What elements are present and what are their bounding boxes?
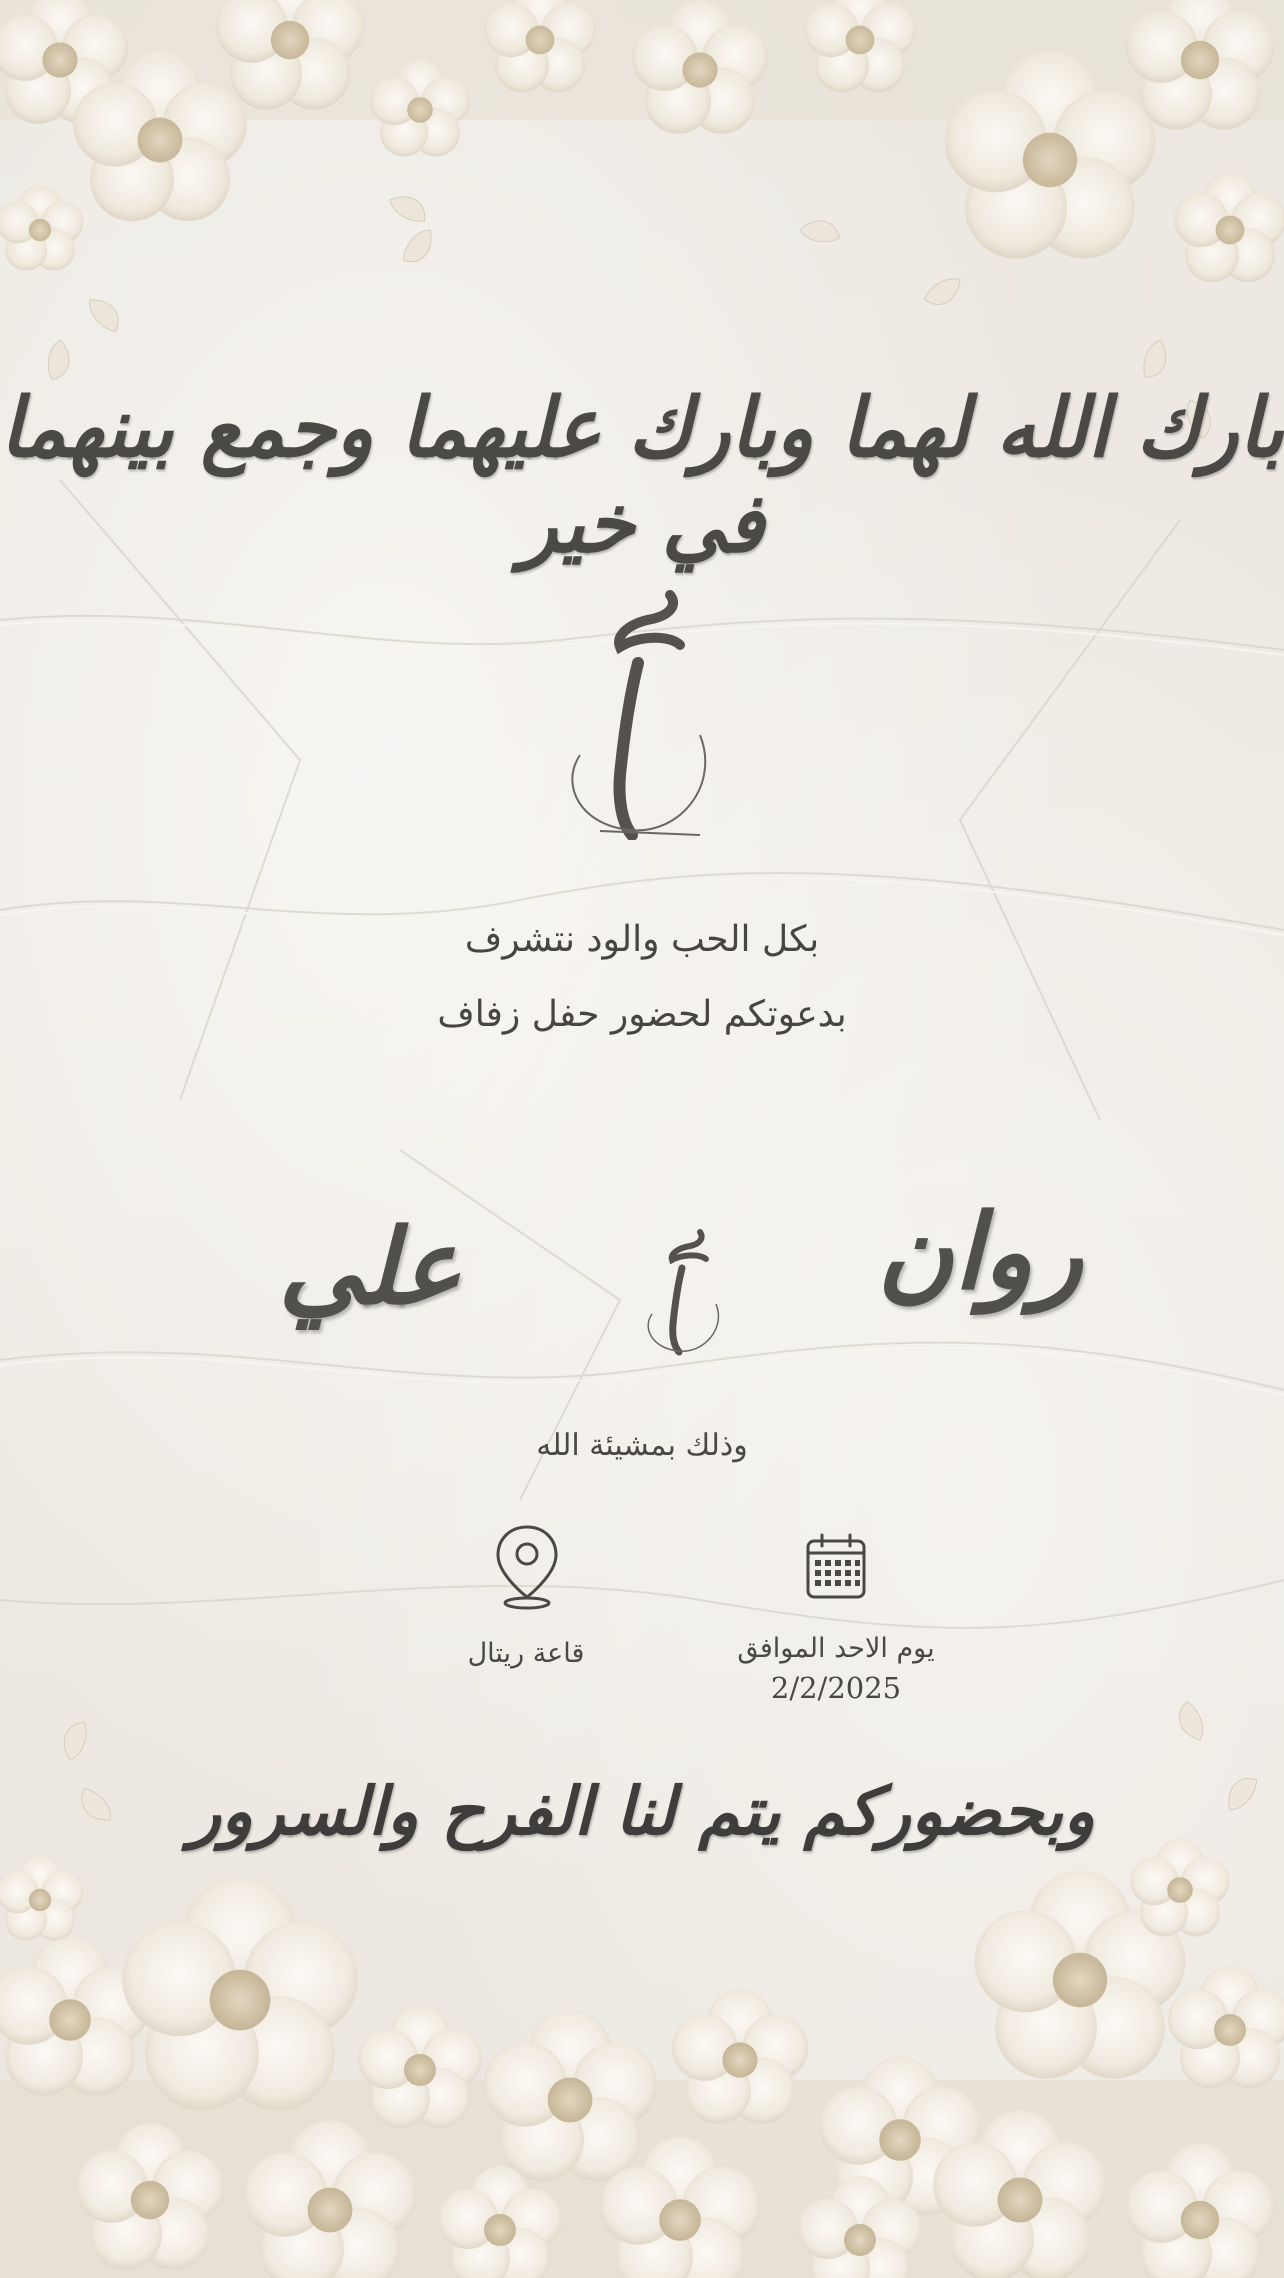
closing-calligraphy: وبحضوركم يتم لنا الفرح والسرور [189,1772,1095,1850]
intro-line-1: بكل الحب والود نتشرف [464,919,820,960]
small-monogram [638,1228,724,1356]
calendar-icon [805,1533,867,1601]
couple-monogram [560,585,720,840]
location-pin-icon [494,1523,560,1613]
bride-name: روان [877,1190,1083,1313]
blessing-calligraphy: بارك الله لهما وبارك عليهما وجمع بينهما في خير [0,380,1284,572]
event-date: 2/2/2025 [770,1671,902,1705]
event-venue: قاعة ريتال [467,1638,585,1669]
god-willing-text: وذلك بمشيئة الله [536,1428,748,1463]
event-day: يوم الاحد الموافق [737,1633,935,1664]
groom-name: علي [278,1205,462,1328]
intro-line-2: بدعوتكم لحضور حفل زفاف [437,994,847,1035]
